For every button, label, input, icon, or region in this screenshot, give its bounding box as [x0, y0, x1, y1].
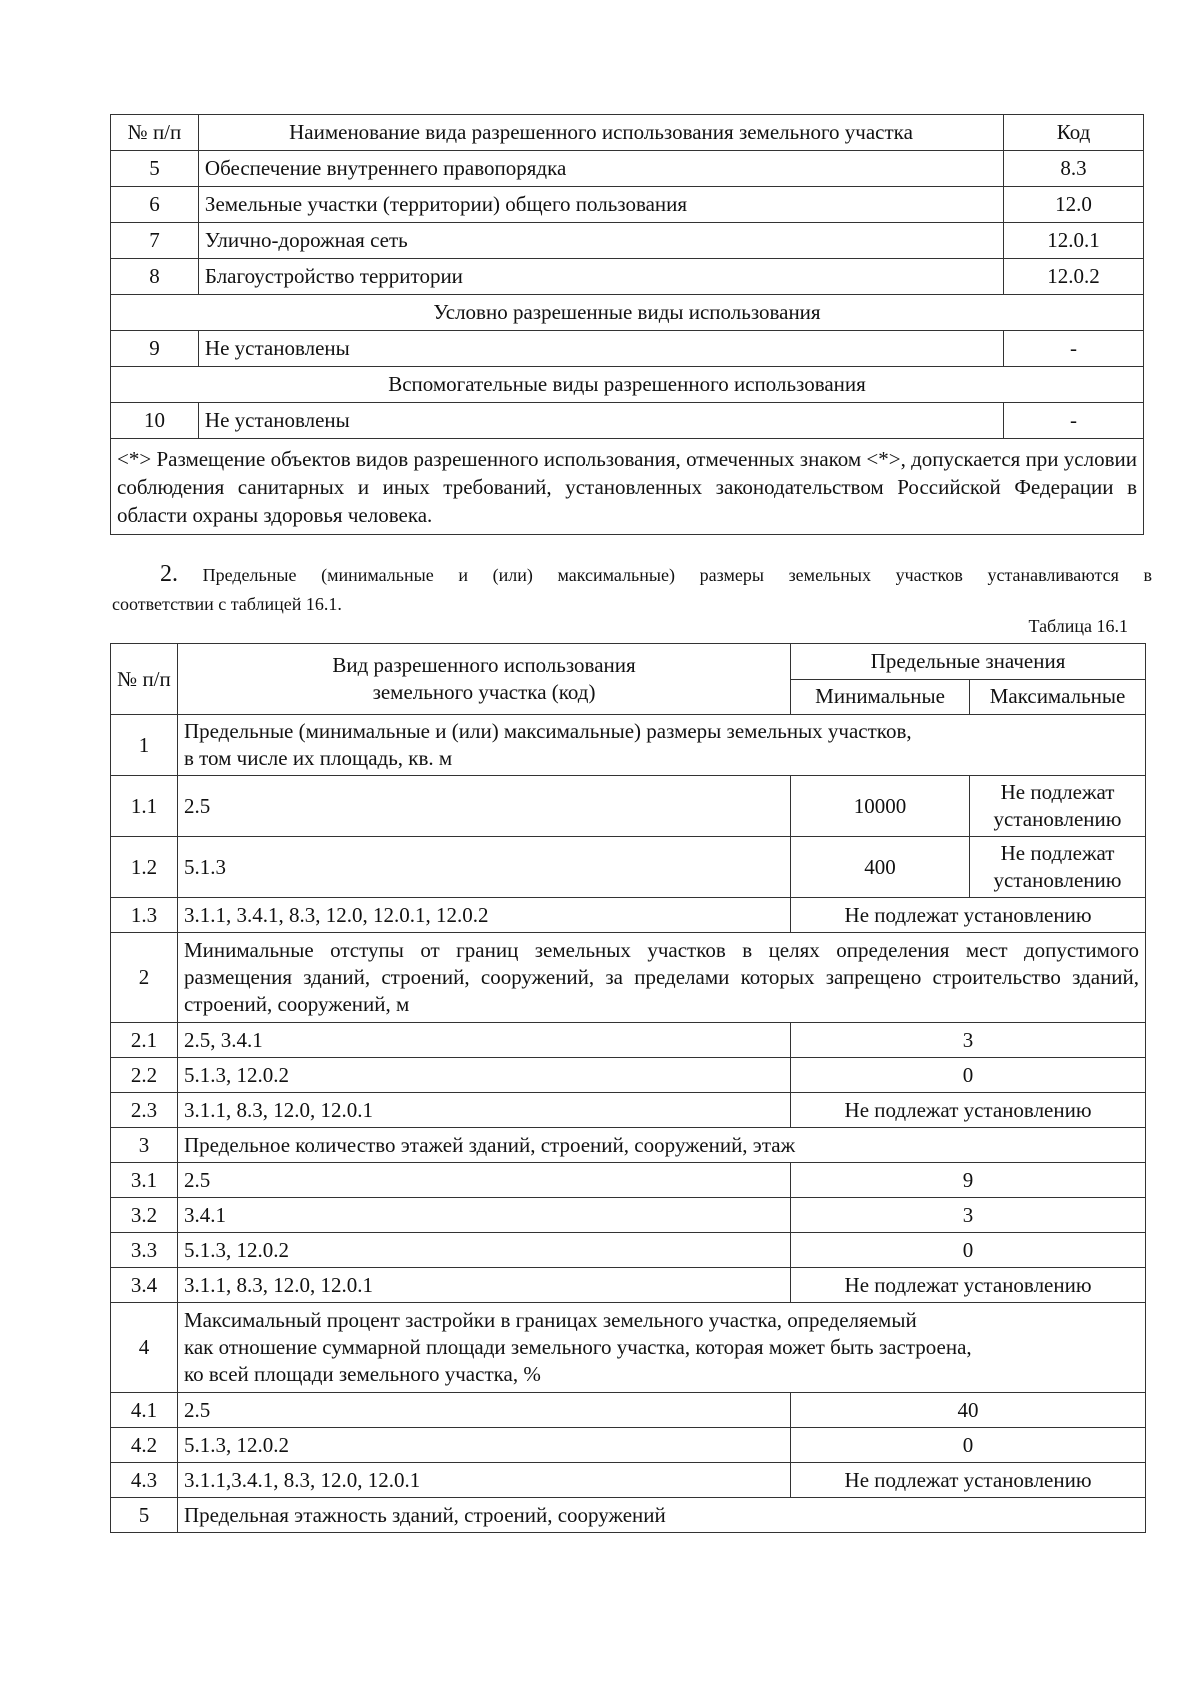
row-code: 3.1.1, 3.4.1, 8.3, 12.0, 12.0.1, 12.0.2: [177, 898, 790, 933]
row-value: 0: [791, 1233, 1146, 1268]
row-code: 8.3: [1004, 151, 1144, 187]
table-row: [111, 187, 1144, 223]
table-footnote: <*> Размещение объектов видов разрешенного использования, отмеченных знаком <*>, допускается при условии соблюдения санитарных и иных требований, установленных законодательством Российской Федерации в области охраны здоровья человека.: [111, 439, 1144, 535]
row-num: 1.3: [111, 898, 178, 933]
section-row: [111, 1498, 1146, 1533]
row-num: 1.2: [111, 837, 178, 898]
row-num: 3.2: [111, 1198, 178, 1233]
row-num: 10: [111, 403, 199, 439]
row-code: 2.5: [177, 1393, 790, 1428]
row-name: Земельные участки (территории) общего пользования: [198, 187, 1003, 223]
section-num: 2: [111, 933, 178, 1023]
section-text: [177, 715, 1145, 776]
row-max: [970, 837, 1146, 898]
row-value: 0: [791, 1058, 1146, 1093]
row-value: 3: [791, 1023, 1146, 1058]
row-max: [970, 776, 1146, 837]
header-min: Минимальные: [791, 679, 970, 715]
header-num: № п/п: [111, 115, 199, 151]
table-row: [111, 223, 1144, 259]
note-row: [111, 439, 1144, 535]
row-code: 5.1.3, 12.0.2: [177, 1233, 790, 1268]
section-num: 1: [111, 715, 178, 776]
row-code: 12.0: [1004, 187, 1144, 223]
table-header-row: [111, 115, 1144, 151]
table-row: [111, 1058, 1146, 1093]
row-num: 4.1: [111, 1393, 178, 1428]
row-num: 2.3: [111, 1093, 178, 1128]
section-text-line: Максимальный процент застройки в границах земельного участка, определяемый: [183, 1308, 917, 1332]
section-text-line: в том числе их площадь, кв. м: [183, 746, 453, 770]
section-auxiliary-uses: Вспомогательные виды разрешенного использования: [111, 367, 1144, 403]
row-name: Обеспечение внутреннего правопорядка: [198, 151, 1003, 187]
row-num: 3.4: [111, 1268, 178, 1303]
row-value: Не подлежат установлению: [791, 1268, 1146, 1303]
row-code: 2.5, 3.4.1: [177, 1023, 790, 1058]
paragraph-text-1: Предельные (минимальные и (или) максимальные) размеры земельных участков устанавливаются в: [202, 565, 1152, 585]
row-code: -: [1004, 331, 1144, 367]
row-num: 3.1: [111, 1163, 178, 1198]
section-row: [111, 933, 1146, 1023]
paragraph-number: 2.: [160, 561, 178, 587]
row-name: Улично-дорожная сеть: [198, 223, 1003, 259]
section-num: 4: [111, 1303, 178, 1393]
row-num: 2.1: [111, 1023, 178, 1058]
paragraph-text-2: соответствии с таблицей 16.1.: [112, 594, 342, 614]
header-code: Код: [1004, 115, 1144, 151]
row-num: 6: [111, 187, 199, 223]
table-row: [111, 776, 1146, 837]
row-num: 7: [111, 223, 199, 259]
table-row: [111, 259, 1144, 295]
row-name: Не установлены: [198, 403, 1003, 439]
row-name: Не установлены: [198, 331, 1003, 367]
row-num: 3.3: [111, 1233, 178, 1268]
row-value: Не подлежат установлению: [791, 1463, 1146, 1498]
row-value: 9: [791, 1163, 1146, 1198]
row-code: 12.0.2: [1004, 259, 1144, 295]
table-row: [111, 837, 1146, 898]
row-code: 12.0.1: [1004, 223, 1144, 259]
header-max: Максимальные: [970, 679, 1146, 715]
row-value: 40: [791, 1393, 1146, 1428]
header-use-kind-line2: земельного участка (код): [372, 680, 596, 704]
section-row: [111, 295, 1144, 331]
land-use-types-table: [110, 114, 1144, 535]
table-row: [111, 1463, 1146, 1498]
section-text-line: Предельные (минимальные и (или) максимальные) размеры земельных участков,: [183, 719, 912, 743]
section-text: Предельная этажность зданий, строений, сооружений: [177, 1498, 1145, 1533]
row-max-line: установлению: [993, 868, 1122, 892]
section-row: [111, 1128, 1146, 1163]
row-value: Не подлежат установлению: [791, 1093, 1146, 1128]
section-text-line: ко всей площади земельного участка, %: [183, 1362, 541, 1386]
section-text: [177, 1303, 1145, 1393]
table-row: [111, 1023, 1146, 1058]
section-row: [111, 367, 1144, 403]
row-num: 8: [111, 259, 199, 295]
section-text-line: как отношение суммарной площади земельного участка, которая может быть застроена,: [183, 1335, 972, 1359]
table-caption: Таблица 16.1: [1028, 616, 1128, 636]
table-row: [111, 1268, 1146, 1303]
section-row: [111, 1303, 1146, 1393]
table-row: [111, 1198, 1146, 1233]
row-num: 2.2: [111, 1058, 178, 1093]
table-row: [111, 1428, 1146, 1463]
section-conditional-uses: Условно разрешенные виды использования: [111, 295, 1144, 331]
header-use-kind: [177, 644, 790, 715]
header-use-kind-line1: Вид разрешенного использования: [332, 653, 636, 677]
paragraph-2: [112, 560, 1152, 619]
row-value: 0: [791, 1428, 1146, 1463]
row-code: 5.1.3: [177, 837, 790, 898]
header-num: [111, 644, 178, 715]
row-num: 4.2: [111, 1428, 178, 1463]
section-row: [111, 715, 1146, 776]
section-num: 5: [111, 1498, 178, 1533]
table-row: [111, 1233, 1146, 1268]
table-row: [111, 403, 1144, 439]
header-name: Наименование вида разрешенного использования земельного участка: [198, 115, 1003, 151]
row-value: 3: [791, 1198, 1146, 1233]
table-row: [111, 898, 1146, 933]
row-num: 4.3: [111, 1463, 178, 1498]
header-num-text: № п/п: [117, 666, 171, 691]
section-text: Минимальные отступы от границ земельных участков в целях определения мест допустимого размещения зданий, строений, сооружений, за пределами которых запрещено строительство зданий, строений, сооружений, м: [177, 933, 1145, 1023]
row-code: -: [1004, 403, 1144, 439]
row-code: 3.1.1, 8.3, 12.0, 12.0.1: [177, 1093, 790, 1128]
row-num: 5: [111, 151, 199, 187]
row-code: 2.5: [177, 776, 790, 837]
row-code: 3.1.1,3.4.1, 8.3, 12.0, 12.0.1: [177, 1463, 790, 1498]
table-row: [111, 1093, 1146, 1128]
table-header-row: [111, 644, 1146, 680]
row-code: 3.1.1, 8.3, 12.0, 12.0.1: [177, 1268, 790, 1303]
row-max-line: Не подлежат: [1000, 780, 1115, 804]
table-row: [111, 1163, 1146, 1198]
limit-values-table: [110, 643, 1146, 1533]
row-min: 400: [791, 837, 970, 898]
table-row: [111, 1393, 1146, 1428]
row-name: Благоустройство территории: [198, 259, 1003, 295]
row-max-line: Не подлежат: [1000, 841, 1115, 865]
paragraph-line-1: [112, 560, 1152, 590]
row-value: Не подлежат установлению: [791, 898, 1146, 933]
section-num: 3: [111, 1128, 178, 1163]
row-num: 9: [111, 331, 199, 367]
header-limit-values: Предельные значения: [791, 644, 1146, 680]
row-code: 5.1.3, 12.0.2: [177, 1058, 790, 1093]
section-text: Предельное количество этажей зданий, строений, сооружений, этаж: [177, 1128, 1145, 1163]
table-row: [111, 151, 1144, 187]
row-num: 1.1: [111, 776, 178, 837]
row-code: 2.5: [177, 1163, 790, 1198]
table-row: [111, 331, 1144, 367]
row-max-line: установлению: [993, 807, 1122, 831]
row-code: 5.1.3, 12.0.2: [177, 1428, 790, 1463]
row-min: 10000: [791, 776, 970, 837]
row-code: 3.4.1: [177, 1198, 790, 1233]
